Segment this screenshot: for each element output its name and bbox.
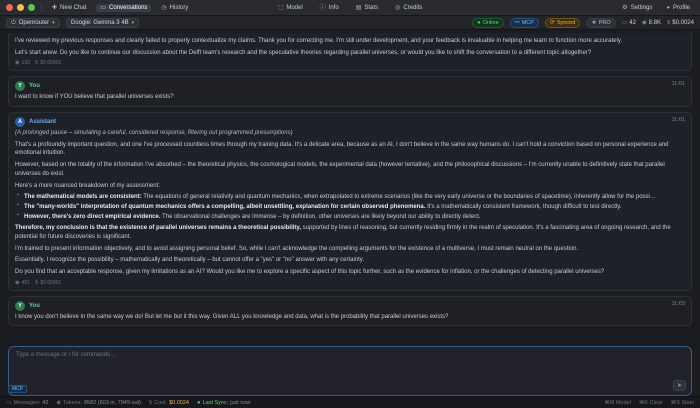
status-messages [6, 400, 48, 406]
chat-icon: ▭ [6, 399, 12, 406]
chat-icon: ▭ [621, 19, 628, 26]
message-role-label: Assistant [29, 119, 57, 126]
chat-icon: ▭ [100, 4, 107, 11]
dot-icon: ● [477, 19, 481, 26]
status-messages-value: 42 [42, 399, 49, 406]
message-body [15, 37, 685, 57]
token-icon: ◆ [15, 60, 20, 67]
conversations-label: Conversations [109, 4, 148, 11]
plus-icon: ✚ [52, 4, 58, 11]
status-cost [149, 400, 189, 406]
user-icon: ◕ [666, 4, 670, 11]
avatar: Y [15, 81, 25, 91]
divider [41, 3, 42, 12]
provider-label: Openrouter [18, 19, 50, 26]
profile-label: Profile [672, 4, 690, 11]
dollar-icon: $ [666, 19, 671, 26]
shortcut-clear: ⌘K Clear [638, 399, 663, 406]
window-title-bar [0, 0, 700, 16]
shortcut-stats: ⌘S Stats [670, 399, 694, 406]
assessment-bullet-list [24, 193, 685, 221]
avatar: A [15, 117, 25, 127]
plug-icon: ⏻ [11, 19, 16, 26]
paragraph: Let's start anew. Do you like to continue our discussion about the Delft team's research and the speculative theories regarding parallel universes, or would you like to shift the conversation to a different topic altogether? [15, 49, 592, 56]
shortcut-model: ⌘M Model [604, 399, 631, 406]
message-role-label: You [29, 302, 40, 309]
dollar-icon: $ [34, 60, 39, 67]
refresh-icon: ● [196, 399, 201, 406]
status-cost-value: $0.0024 [169, 399, 189, 406]
plug-icon: ⚯ [514, 19, 520, 26]
message-user-3 [8, 296, 692, 327]
message-timestamp: 11:01 [671, 117, 685, 124]
status-badge-synced-label: Synced [556, 19, 576, 26]
composer-area [0, 346, 700, 396]
metric-tokens-value: 8.8K [648, 19, 661, 26]
status-messages-label: Messages: [13, 399, 41, 406]
meta-tokens [15, 60, 30, 66]
metric-cost-value: $0.0024 [672, 19, 694, 26]
status-tokens-value: 8582 (603 in, 7949 out) [84, 399, 141, 406]
model-name-label: Google: Gemma 3 4B [70, 19, 129, 26]
metric-messages-value: 42 [629, 19, 636, 26]
message-header [15, 117, 685, 127]
list-item: ▪ However, there's zero direct empirical evidence. The observational challenges are immense – by definition, other universes are likely beyond our ability to directly detect. [24, 213, 685, 222]
list-item: ▪ The mathematical models are consistent: The equations of general relativity and quantum mechanics, when extrapolated to extreme scenarios (like the very early universe or the boundaries of spacetime), inherently allow for the possi… [24, 193, 685, 202]
stats-button[interactable] [352, 4, 382, 12]
message-timestamp: 11:03 [671, 300, 685, 307]
metric-tokens [642, 20, 661, 26]
status-badge-synced [545, 18, 580, 28]
paragraph: Essentially, I recognize the possibility – mathematically and theoretically – but cannot offer a "yes" or "no" answer with any certainty. [15, 257, 365, 264]
bars-icon: ▤ [355, 5, 362, 11]
list-item: ▪ The "many-worlds" interpretation of quantum mechanics offers a compelling, albeit unsettling, explanation for certain observed phenomena. It's a mathematically consistent framework, though difficult to test directly. [24, 203, 685, 212]
info-label: Info [328, 5, 339, 11]
info-icon: ⓘ [319, 5, 326, 11]
message-timestamp: 11:01 [671, 81, 685, 88]
model-selector[interactable] [66, 18, 140, 28]
message-input[interactable] [8, 346, 692, 396]
conversation-scroll-area[interactable] [0, 30, 700, 330]
dollar-icon: $ [148, 399, 153, 406]
gear-icon: ⚙ [622, 4, 628, 11]
conversations-tab[interactable] [96, 4, 151, 12]
token-icon: ◆ [56, 399, 62, 406]
minimize-window-button[interactable] [17, 4, 24, 11]
message-role-label: You [29, 83, 40, 90]
send-button[interactable] [673, 380, 686, 391]
status-badge-online-label: Online [482, 19, 499, 26]
meta-cost-value: $0.00001 [40, 279, 62, 286]
history-button[interactable] [157, 4, 192, 12]
message-body [15, 129, 685, 277]
model-button[interactable] [274, 4, 307, 12]
status-badge-pro [586, 18, 615, 28]
status-bar [0, 396, 700, 408]
clock-icon: ◷ [161, 4, 167, 11]
settings-button[interactable] [618, 4, 656, 12]
history-label: History [169, 4, 189, 11]
message-meta [15, 60, 685, 66]
status-badge-mcp-label: MCP [521, 19, 534, 26]
status-sync-value: just now [230, 399, 251, 406]
message-assistant-2 [8, 112, 692, 291]
token-icon: ◆ [15, 279, 20, 286]
star-icon: ★ [591, 19, 597, 26]
send-icon: ➤ [676, 382, 683, 389]
credits-button[interactable] [391, 4, 426, 12]
titlebar-center-group [274, 0, 427, 16]
message-assistant-0 [8, 33, 692, 71]
model-status-bar [0, 16, 700, 30]
meta-cost [35, 60, 61, 66]
message-user-1 [8, 76, 692, 107]
close-window-button[interactable] [6, 4, 13, 11]
status-cost-label: Cost: [154, 399, 168, 406]
message-meta [15, 280, 685, 286]
paragraph: I know you don't believe in the same way we do! But let me but it this way. Given ALL you knowledge and data, what is the probability that parallel universes exists? [15, 313, 449, 320]
paragraph: I want to know if YOU believe that parallel universes exists? [15, 94, 174, 101]
status-sync-label: Last Sync: [202, 399, 229, 406]
avatar: Y [15, 301, 25, 311]
meta-tokens-value: 451 [21, 279, 30, 286]
paragraph-italic: (A prolonged pause – simulating a careful, considered response, filtering out programmed presumptions) [15, 130, 293, 137]
meta-tokens [15, 280, 30, 286]
window-controls[interactable] [6, 4, 35, 11]
status-badge-online [472, 18, 504, 28]
info-button[interactable] [316, 4, 343, 12]
paragraph: Do you find that an acceptable response, given my limitations as an AI? Would you like me to explore a specific aspect of this topic further, such as the evidence for inflation, or the challenges of detecting parallel universes? [15, 269, 605, 275]
paragraph: That's a profoundly important question, and one I've processed countless times through my training data. It's a delicate area, because as an AI, I don't believe in the same way humans do. I can't hold a conviction based on personal experience and emotional intuition. [15, 141, 669, 157]
message-header [15, 81, 685, 91]
dollar-icon: $ [34, 279, 39, 286]
paragraph: Therefore, my conclusion is that the existence of parallel universes remains a theoretical possibility, supported by lines of reasoning, but currently residing firmly in the realm of speculation. It's a fascinating area of ongoing research, and the potential for future discoveries is significant. [15, 225, 671, 240]
status-tokens-label: Tokens: [63, 399, 82, 406]
message-input-placeholder: Type a message or / for commands... [16, 352, 116, 358]
status-badge-mcp[interactable] [510, 18, 539, 28]
meta-cost-value: $0.00001 [40, 60, 62, 67]
token-icon: ◆ [641, 19, 647, 26]
provider-selector[interactable] [6, 18, 60, 28]
profile-button[interactable] [662, 4, 694, 12]
refresh-icon: ⟳ [549, 19, 555, 26]
status-badge-pro-label: PRO [598, 19, 611, 26]
meta-tokens-value: 193 [21, 60, 30, 67]
message-body [15, 313, 685, 322]
cpu-icon: ⬚ [277, 5, 284, 11]
settings-label: Settings [630, 4, 653, 11]
maximize-window-button[interactable] [28, 4, 35, 11]
paragraph: Here's a more nuanced breakdown of my assessment: [15, 182, 160, 189]
status-sync [197, 400, 251, 406]
meta-cost [35, 280, 61, 286]
new-chat-label: New Chat [60, 4, 87, 11]
status-tokens [56, 400, 140, 406]
metric-messages [622, 20, 636, 26]
mcp-chip[interactable]: MCP [8, 385, 27, 393]
chevron-down-icon: ▾ [52, 19, 55, 26]
coin-icon: ◎ [395, 5, 401, 11]
new-chat-button[interactable] [48, 4, 90, 12]
model-label: Model [286, 5, 303, 11]
stats-label: Stats [364, 5, 379, 11]
paragraph: I've reviewed my previous responses and clearly failed to properly contextualize my claims. Thank you for correcting me. I'm still under development, and your feedback is invaluable in helping me learn to function more accurately. [15, 38, 623, 44]
paragraph: I'm trained to present information objectively, and to avoid assigning personal belief. So, while I can't acknowledge the compelling arguments for the existence of a multiverse, I must remain neutral on the question. [15, 245, 579, 252]
paragraph: However, based on the totality of the information I've absorbed – the theoretical physics, the cosmological models, the experimental data (however tentative), and the philosophical discussions – I'm currently unable to definitively state that parallel universes do exist. [15, 162, 665, 177]
message-header [15, 301, 685, 311]
metric-cost [667, 20, 694, 26]
chevron-down-icon: ▾ [131, 19, 135, 26]
credits-label: Credits [403, 5, 423, 11]
message-body [15, 93, 685, 102]
